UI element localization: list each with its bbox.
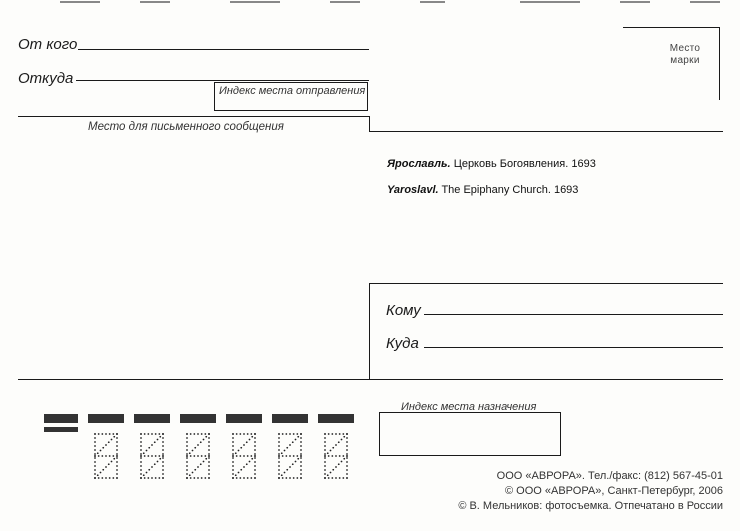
- postal-code-cell-bar: [226, 414, 262, 423]
- top-edge-specks: [0, 0, 740, 8]
- sender-index-label: Индекс места отправления: [219, 85, 366, 97]
- postal-code-cell: [226, 414, 262, 479]
- postal-code-cell-bar: [180, 414, 216, 423]
- address-label: Откуда: [18, 70, 74, 87]
- postal-code-cell: [318, 414, 354, 479]
- recipient-index-box[interactable]: [379, 412, 561, 456]
- postal-code-cell: [134, 414, 170, 479]
- sender-index-box[interactable]: [214, 82, 368, 111]
- stamp-place-label: [640, 43, 730, 67]
- postal-code-double-bar: [44, 427, 78, 432]
- caption-en-text: The Epiphany Church. 1693: [441, 184, 579, 196]
- publisher-line-2: © ООО «АВРОРА», Санкт-Петербург, 2006: [504, 485, 723, 497]
- top-right-divider-line: [369, 131, 723, 132]
- postal-code-cell-bar: [272, 414, 308, 423]
- recipient-left-line: [369, 283, 370, 380]
- caption-english: [387, 184, 578, 196]
- from-line: [78, 49, 369, 50]
- address-line: [76, 80, 369, 81]
- caption-en-city: Yaroslavl.: [387, 184, 439, 196]
- stamp-top-line: [623, 27, 719, 28]
- caption-russian: [387, 158, 596, 170]
- postal-code-cell: [88, 414, 124, 479]
- postal-code-cell: [272, 414, 308, 479]
- bottom-divider-line: [18, 379, 723, 380]
- postal-code-grid: [88, 410, 358, 495]
- publisher-line-1: ООО «АВРОРА». Тел./факс: (812) 567-45-01: [496, 470, 723, 482]
- publisher-info: [360, 469, 723, 514]
- postal-code-cell: [180, 414, 216, 479]
- recipient-index-label: Индекс места назначения: [401, 401, 537, 413]
- stamp-label-line2: марки: [670, 55, 700, 66]
- recipient-top-line: [369, 283, 723, 284]
- to-line: [424, 314, 723, 315]
- sender-divider-line: [18, 116, 369, 117]
- postal-code-header-bar: [44, 414, 78, 423]
- caption-ru-text: Церковь Богоявления. 1693: [453, 158, 596, 170]
- postal-code-cell-bar: [88, 414, 124, 423]
- to-label: Кому: [386, 302, 421, 319]
- postal-code-cell-bar: [318, 414, 354, 423]
- where-line: [424, 347, 723, 348]
- from-label: От кого: [18, 36, 78, 53]
- postal-code-cell-bar: [134, 414, 170, 423]
- where-label: Куда: [386, 335, 419, 352]
- sender-divider-step: [369, 116, 370, 132]
- publisher-line-3: © В. Мельников: фотосъемка. Отпечатано в России: [458, 500, 723, 512]
- caption-ru-city: Ярославль.: [387, 158, 451, 170]
- stamp-label-line1: Место: [669, 43, 701, 54]
- message-area-label: Место для письменного сообщения: [88, 121, 284, 133]
